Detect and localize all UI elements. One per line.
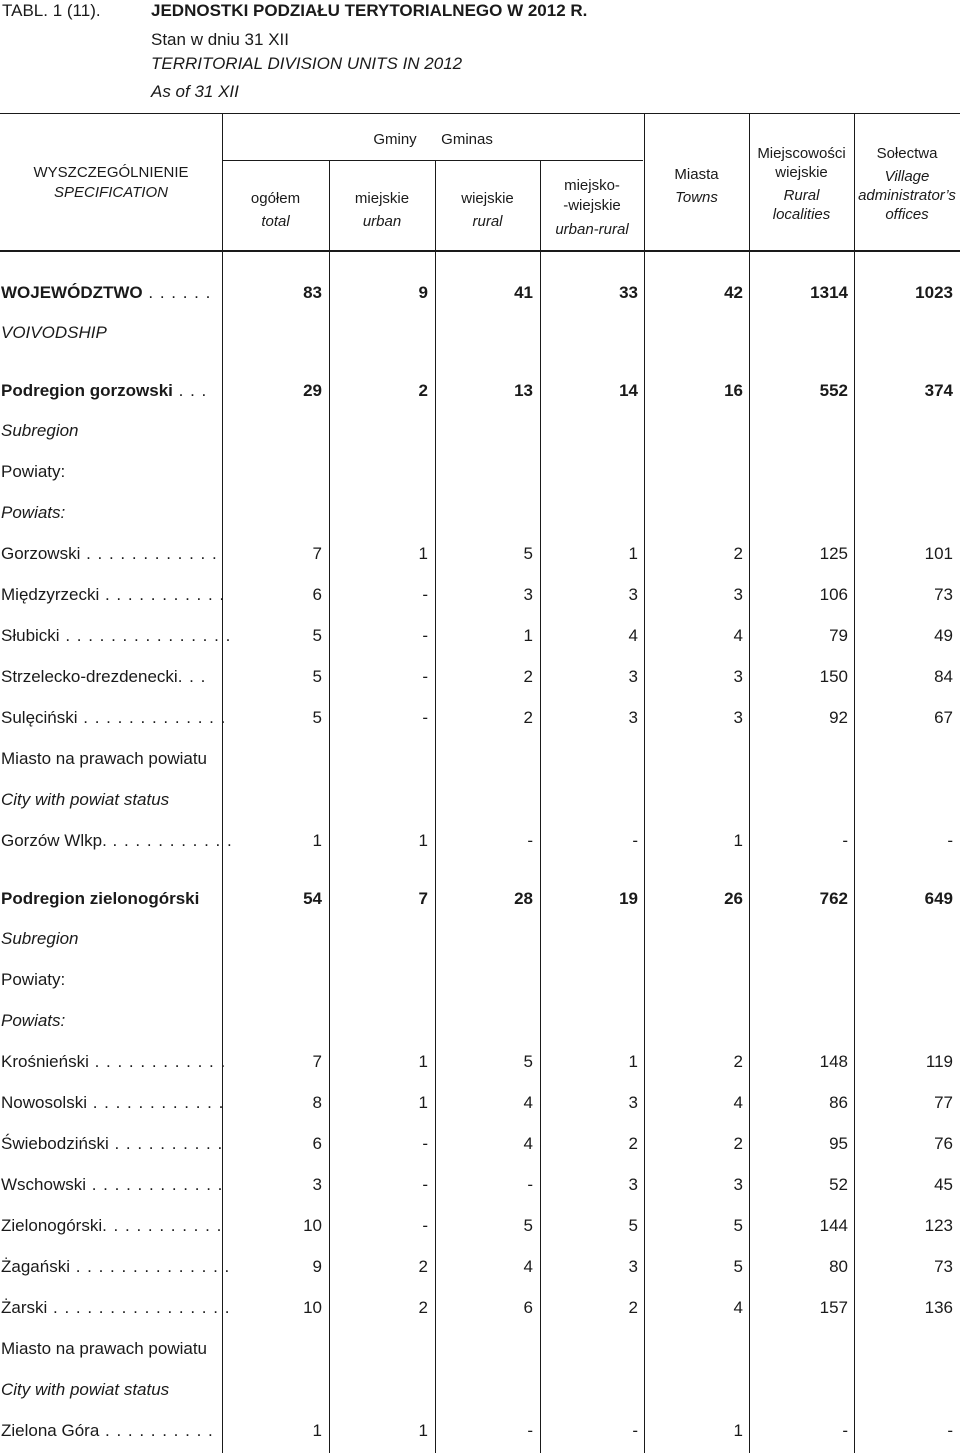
cell-value: -: [527, 1175, 533, 1194]
cell-value: 1: [418, 1093, 428, 1112]
cell-value: 54: [303, 889, 322, 908]
cell-value: 1314: [810, 283, 848, 302]
leader-dots: . . . . . . . . . . . .: [88, 1052, 227, 1071]
row-label-text: Nowosolski: [1, 1093, 87, 1112]
cell-value: 6: [312, 585, 322, 604]
table-row-label: [0, 1001, 960, 1042]
cell-value: 2: [628, 1298, 638, 1317]
row-label: [1, 1093, 224, 1113]
cell-value: 5: [523, 1052, 533, 1071]
cell-value: -: [527, 1421, 533, 1440]
cell-value: 86: [829, 1093, 848, 1112]
row-label-text: Świebodziński: [1, 1134, 109, 1153]
cell-value: 76: [934, 1134, 953, 1153]
row-label-text: Wschowski: [1, 1175, 87, 1194]
leader-dots: . . . . . . . . . . . .: [86, 1175, 224, 1194]
header-urban-en: urban: [362, 213, 402, 230]
table-row-label: [0, 919, 960, 960]
cell-value: 7: [312, 544, 322, 563]
leader-dots: . . . . . . . . . . .: [99, 585, 226, 604]
cell-value: 6: [312, 1134, 322, 1153]
cell-value: 73: [934, 1257, 953, 1276]
table-row: [0, 1247, 960, 1288]
cell-value: 10: [303, 1298, 322, 1317]
cell-value: 29: [303, 381, 322, 400]
row-label-text: Miasto na prawach powiatu: [1, 749, 208, 768]
cell-value: -: [422, 1175, 428, 1194]
row-label-text: Subregion: [1, 421, 79, 440]
header-top-rule: [0, 113, 960, 114]
row-label: [1, 790, 169, 810]
cell-value: -: [422, 708, 428, 727]
table-subtitle-date-en: As of 31 XII: [151, 82, 239, 101]
leader-dots: . . . . . . . . . . . . . .: [69, 1257, 231, 1276]
table-row: [0, 534, 960, 575]
cell-value: 4: [523, 1257, 533, 1276]
row-label: [1, 544, 218, 564]
cell-value: 5: [523, 544, 533, 563]
table-row-label: [0, 1370, 960, 1411]
cell-value: 26: [724, 889, 743, 908]
cell-value: 45: [934, 1175, 953, 1194]
cell-value: 83: [303, 283, 322, 302]
cell-value: 762: [819, 889, 848, 908]
table-subtitle-date-pl: Stan w dniu 31 XII: [151, 30, 289, 49]
header-spec-pl: WYSZCZEGÓLNIENIE: [33, 164, 189, 181]
table-row: [0, 657, 960, 698]
cell-value: 157: [819, 1298, 848, 1317]
cell-value: 52: [829, 1175, 848, 1194]
row-label: [1, 323, 107, 343]
header-loc-pl2: wiejskie: [775, 164, 828, 181]
table-row-label: [0, 411, 960, 452]
cell-value: 148: [819, 1052, 848, 1071]
cell-value: -: [422, 626, 428, 645]
cell-value: 3: [628, 1175, 638, 1194]
cell-value: -: [842, 831, 848, 850]
cell-value: 1: [418, 544, 428, 563]
cell-value: 4: [733, 1298, 743, 1317]
row-label: [1, 421, 79, 441]
gminy-group-rule: [223, 160, 643, 161]
row-label-text: WOJEWÓDZTWO: [1, 283, 143, 302]
row-label-text: Krośnieński: [1, 1052, 89, 1071]
header-sol-en2: administrator’s: [858, 187, 956, 204]
row-label: [1, 708, 226, 728]
cell-value: 41: [514, 283, 533, 302]
cell-value: -: [632, 831, 638, 850]
row-label: [1, 626, 231, 646]
cell-value: 28: [514, 889, 533, 908]
cell-value: 3: [523, 585, 533, 604]
table-row-label: [0, 493, 960, 534]
cell-value: 5: [733, 1257, 743, 1276]
cell-value: 649: [924, 889, 953, 908]
table-row-label: [0, 739, 960, 780]
header-towns: [644, 163, 749, 209]
cell-value: 2: [628, 1134, 638, 1153]
header-urban-pl: miejskie: [354, 190, 410, 207]
row-label-text: Strzelecko-drezdenecki: [1, 667, 178, 686]
cell-value: 19: [619, 889, 638, 908]
cell-value: 2: [418, 381, 428, 400]
header-specification: [0, 163, 222, 203]
cell-value: -: [422, 1134, 428, 1153]
row-label: [1, 585, 225, 605]
table-row: [0, 1083, 960, 1124]
cell-value: 49: [934, 626, 953, 645]
cell-value: -: [842, 1421, 848, 1440]
cell-value: 5: [628, 1216, 638, 1235]
cell-value: 6: [523, 1298, 533, 1317]
table-title: JEDNOSTKI PODZIAŁU TERYTORIALNEGO W 2012 R.: [151, 1, 588, 20]
header-sol-en1: Village: [884, 168, 930, 185]
header-ur-pl2: -wiejskie: [563, 197, 621, 214]
header-loc-pl1: Miejscowości: [757, 145, 846, 162]
cell-value: 5: [312, 626, 322, 645]
row-label: [1, 1216, 222, 1236]
row-label: [1, 1298, 230, 1318]
leader-dots: . . . . . . . . . . . . . . . .: [47, 1298, 231, 1317]
header-loc-en2: localities: [772, 206, 831, 223]
leader-dots: . . .: [177, 667, 207, 686]
cell-value: 4: [628, 626, 638, 645]
header-towns-pl: Miasta: [674, 166, 719, 183]
row-label-text: Miasto na prawach powiatu: [1, 1339, 208, 1358]
row-label: [1, 1339, 207, 1359]
table-row: [0, 1042, 960, 1083]
cell-value: -: [632, 1421, 638, 1440]
cell-value: 73: [934, 585, 953, 604]
header-urban-rural: [540, 176, 644, 240]
cell-value: 1: [312, 831, 322, 850]
table-row: [0, 616, 960, 657]
row-label-text: Subregion: [1, 929, 79, 948]
cell-value: 106: [819, 585, 848, 604]
cell-value: 4: [733, 626, 743, 645]
row-label-text: Międzyrzecki: [1, 585, 100, 604]
table-row: [0, 273, 960, 314]
leader-dots: . . . . . . . . . . . .: [80, 544, 218, 563]
row-label: [1, 1421, 214, 1441]
cell-value: 4: [523, 1093, 533, 1112]
cell-value: 4: [733, 1093, 743, 1112]
cell-value: 5: [523, 1216, 533, 1235]
header-sol-en3: offices: [885, 206, 929, 223]
cell-value: 7: [312, 1052, 322, 1071]
cell-value: 125: [819, 544, 848, 563]
table-row: [0, 1165, 960, 1206]
cell-value: 84: [934, 667, 953, 686]
cell-value: 13: [514, 381, 533, 400]
header-gminas: Gminas: [441, 131, 493, 148]
cell-value: 5: [312, 667, 322, 686]
cell-value: 119: [925, 1052, 953, 1071]
cell-value: 1: [523, 626, 533, 645]
cell-value: 3: [733, 667, 743, 686]
cell-value: 552: [819, 381, 848, 400]
row-label: [1, 1134, 223, 1154]
table-row: [0, 698, 960, 739]
row-label: [1, 1175, 223, 1195]
cell-value: 2: [733, 1134, 743, 1153]
row-label-text: City with powiat status: [1, 790, 170, 809]
row-label: [1, 1052, 226, 1072]
table-row: [0, 879, 960, 920]
header-towns-en: Towns: [675, 189, 718, 206]
cell-value: 16: [724, 381, 743, 400]
table-row: [0, 371, 960, 412]
row-label: [1, 462, 65, 482]
row-label-text: Podregion zielonogórski: [1, 889, 200, 908]
cell-value: 2: [523, 667, 533, 686]
cell-value: 2: [418, 1257, 428, 1276]
table-row-label: [0, 960, 960, 1001]
cell-value: 9: [418, 283, 428, 302]
leader-dots: . . . . . . . . . .: [99, 1421, 214, 1440]
cell-value: 3: [628, 585, 638, 604]
cell-value: 123: [924, 1216, 953, 1235]
cell-value: 95: [829, 1134, 848, 1153]
header-rural-en: rural: [472, 213, 503, 230]
row-label: [1, 970, 65, 990]
row-label-text: Powiaty:: [1, 462, 66, 481]
leader-dots: . . . . . . . . . . . . .: [77, 708, 227, 727]
cell-value: 3: [628, 667, 638, 686]
row-label-text: Żarski: [1, 1298, 48, 1317]
row-label-text: Powiats:: [1, 1011, 66, 1030]
cell-value: 5: [312, 708, 322, 727]
cell-value: 67: [934, 708, 953, 727]
row-label-text: Zielonogórski: [1, 1216, 103, 1235]
cell-value: 3: [733, 1175, 743, 1194]
cell-value: -: [422, 667, 428, 686]
row-label-text: Słubicki: [1, 626, 60, 645]
table-row: [0, 1206, 960, 1247]
cell-value: -: [422, 585, 428, 604]
cell-value: 3: [628, 1257, 638, 1276]
row-label-text: Powiaty:: [1, 970, 66, 989]
header-rural-pl: wiejskie: [461, 190, 514, 207]
header-rural-localities: [749, 144, 854, 224]
cell-value: 374: [924, 381, 953, 400]
cell-value: 5: [733, 1216, 743, 1235]
cell-value: 92: [829, 708, 848, 727]
cell-value: 1: [733, 831, 743, 850]
header-rural: [435, 187, 540, 233]
cell-value: 2: [733, 1052, 743, 1071]
leader-dots: . . . . . . . . . .: [108, 1134, 224, 1153]
cell-value: 8: [312, 1093, 322, 1112]
table-row: [0, 575, 960, 616]
header-spec-en: SPECIFICATION: [54, 184, 168, 201]
header-sol-pl: Sołectwa: [876, 145, 938, 162]
cell-value: 4: [523, 1134, 533, 1153]
cell-value: 150: [819, 667, 848, 686]
table-row: [0, 1411, 960, 1452]
row-label-text: City with powiat status: [1, 1380, 170, 1399]
table-row-label: [0, 780, 960, 821]
cell-value: 10: [303, 1216, 322, 1235]
table-row: [0, 1124, 960, 1165]
cell-value: 2: [523, 708, 533, 727]
header-total-pl: ogółem: [250, 190, 301, 207]
header-total: [222, 187, 329, 233]
cell-value: 101: [924, 544, 953, 563]
cell-value: 1: [733, 1421, 743, 1440]
row-label: [1, 1380, 169, 1400]
cell-value: 7: [418, 889, 428, 908]
table-number: TABL. 1 (11).: [2, 1, 101, 20]
leader-dots: . . . . . . . . . . .: [106, 831, 233, 850]
row-label-text: Gorzowski: [1, 544, 81, 563]
cell-value: 3: [628, 1093, 638, 1112]
row-label-text: Gorzów Wlkp.: [1, 831, 107, 850]
leader-dots: . . . . . . . . . . . .: [86, 1093, 225, 1112]
row-label-text: Żagański: [1, 1257, 70, 1276]
header-ur-pl1: miejsko-: [564, 177, 620, 194]
row-label: [1, 1257, 230, 1277]
table-row-label: [0, 1329, 960, 1370]
cell-value: 144: [819, 1216, 848, 1235]
cell-value: 80: [829, 1257, 848, 1276]
row-label: [1, 831, 233, 851]
cell-value: 2: [733, 544, 743, 563]
cell-value: 136: [924, 1298, 953, 1317]
row-label-text: Powiats:: [1, 503, 66, 522]
row-label: [1, 503, 65, 523]
cell-value: -: [947, 831, 953, 850]
row-label-text: Sulęciński: [1, 708, 78, 727]
cell-value: 3: [733, 708, 743, 727]
cell-value: 3: [733, 585, 743, 604]
header-village-offices: [854, 144, 960, 224]
header-bottom-rule: [0, 250, 960, 252]
row-label: [1, 749, 207, 769]
cell-value: 1: [418, 1052, 428, 1071]
leader-dots: . . .: [172, 381, 208, 400]
cell-value: -: [947, 1421, 953, 1440]
leader-dots: . . . . . .: [142, 283, 212, 302]
cell-value: 42: [724, 283, 743, 302]
row-label: [1, 889, 199, 909]
cell-value: 79: [829, 626, 848, 645]
table-row-label: [0, 452, 960, 493]
table-row: [0, 1288, 960, 1329]
cell-value: 1: [418, 831, 428, 850]
row-label-text: Zielona Góra: [1, 1421, 100, 1440]
row-label-text: Podregion gorzowski: [1, 381, 173, 400]
cell-value: 1: [312, 1421, 322, 1440]
table-row-label: [0, 313, 960, 354]
header-urban: [329, 187, 435, 233]
leader-dots: . . . . . . . . . . .: [102, 1216, 223, 1235]
row-label: [1, 381, 207, 401]
cell-value: 1: [418, 1421, 428, 1440]
cell-value: 3: [312, 1175, 322, 1194]
cell-value: 1: [628, 544, 638, 563]
cell-value: 33: [619, 283, 638, 302]
header-ur-en: urban-rural: [555, 221, 629, 238]
table-title-en: TERRITORIAL DIVISION UNITS IN 2012: [151, 54, 463, 73]
header-gminy: Gminy: [373, 131, 417, 148]
table-row: [0, 821, 960, 862]
cell-value: 9: [312, 1257, 322, 1276]
cell-value: 1023: [915, 283, 953, 302]
row-label: [1, 1011, 65, 1031]
cell-value: 2: [418, 1298, 428, 1317]
row-label: [1, 929, 79, 949]
cell-value: 14: [619, 381, 638, 400]
header-total-en: total: [261, 213, 290, 230]
cell-value: -: [422, 1216, 428, 1235]
cell-value: 3: [628, 708, 638, 727]
cell-value: 1: [628, 1052, 638, 1071]
cell-value: -: [527, 831, 533, 850]
leader-dots: . . . . . . . . . . . . . . .: [59, 626, 232, 645]
row-label: [1, 667, 206, 687]
cell-value: 77: [934, 1093, 953, 1112]
header-loc-en1: Rural: [783, 187, 820, 204]
row-label: [1, 283, 211, 303]
row-label-text: VOIVODSHIP: [1, 323, 107, 342]
